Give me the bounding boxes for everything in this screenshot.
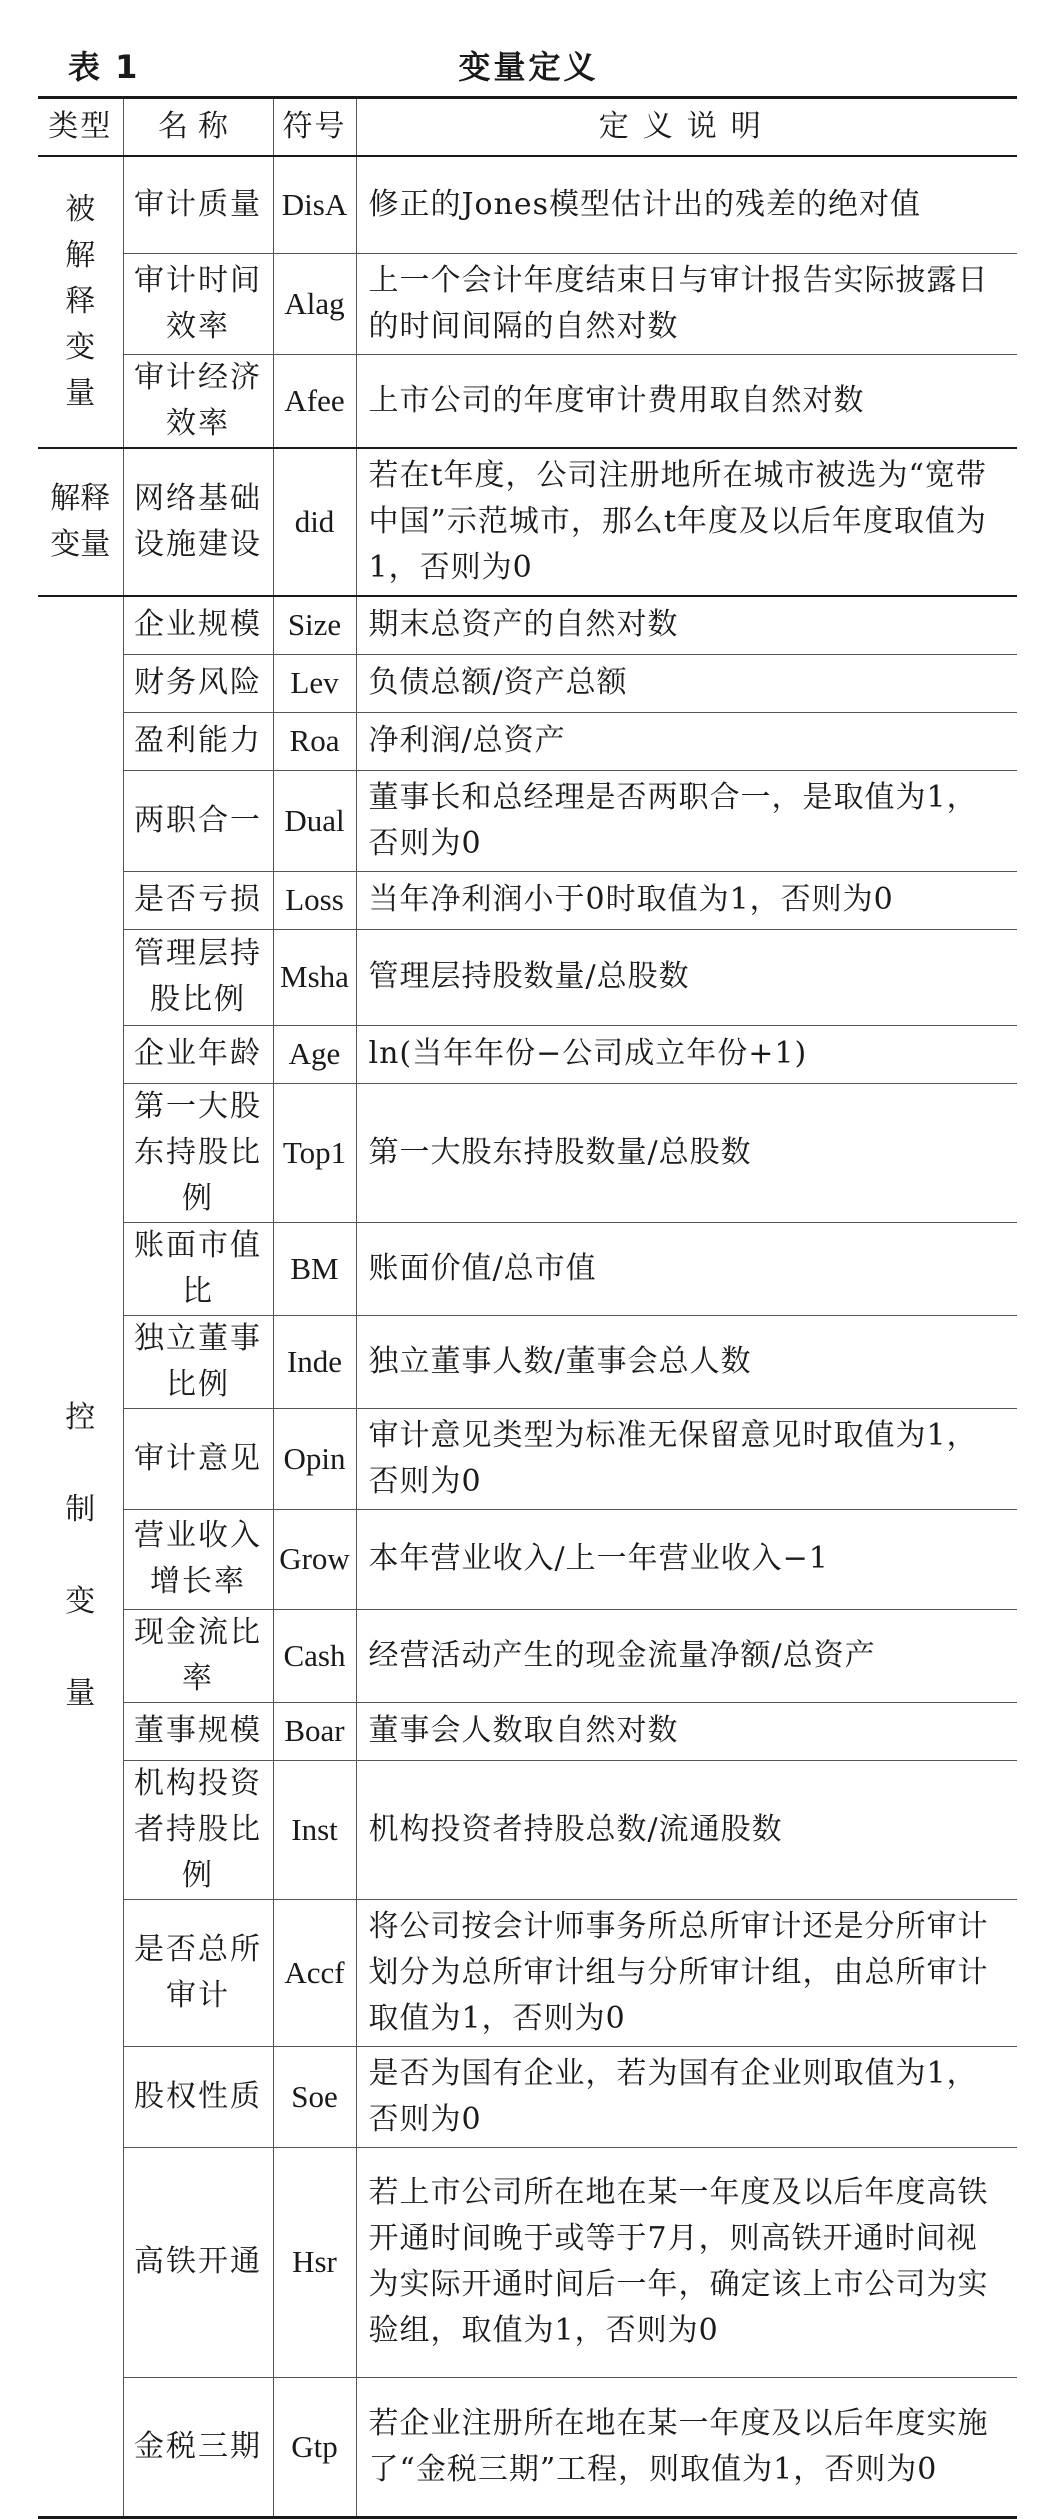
table-row (38, 654, 1017, 712)
row-definition: 净利润/总资产 (368, 723, 566, 758)
row-symbol: BM (273, 1222, 356, 1315)
row-symbol: DisA (273, 156, 356, 254)
table-row (38, 254, 1017, 355)
row-symbol: Soe (273, 2046, 356, 2147)
row-symbol: Gtp (273, 2377, 356, 2517)
row-name: 审计质量 (123, 156, 273, 254)
table-row (38, 770, 1017, 871)
row-symbol: Msha (273, 929, 356, 1025)
table-row (38, 1315, 1017, 1408)
table-row (38, 1760, 1017, 1899)
row-symbol: did (273, 448, 356, 596)
row-name: 盈利能力 (123, 712, 273, 770)
row-symbol: Cash (273, 1609, 356, 1702)
row-name: 管理层持股比例 (123, 929, 273, 1025)
group-explanatory: 解释变量 (38, 448, 123, 596)
table-row (38, 1609, 1017, 1702)
row-symbol: Roa (273, 712, 356, 770)
group-explained: 被解释变量 (38, 156, 123, 449)
row-name: 现金流比率 (123, 1609, 273, 1702)
row-definition: 审计意见类型为标准无保留意见时取值为1，否则为0 (368, 1417, 978, 1499)
row-name: 财务风险 (123, 654, 273, 712)
row-name: 审计意见 (123, 1408, 273, 1509)
header-type: 类型 (38, 98, 123, 156)
row-name: 是否亏损 (123, 871, 273, 929)
table-row (38, 2377, 1017, 2517)
row-name: 企业年龄 (123, 1025, 273, 1083)
row-name: 营业收入增长率 (123, 1509, 273, 1609)
row-name: 第一大股东持股比例 (123, 1083, 273, 1222)
row-symbol: Loss (273, 871, 356, 929)
row-definition: 修正的Jones模型估计出的残差的绝对值 (368, 186, 922, 222)
group-control: 控制变量 (38, 596, 123, 2517)
variable-definition-table (38, 96, 1017, 2519)
row-symbol: Inde (273, 1315, 356, 1408)
row-definition: 账面价值/总市值 (368, 1250, 597, 1286)
table-row (38, 448, 1017, 596)
row-definition: 董事长和总经理是否两职合一，是取值为1，否则为0 (368, 779, 978, 861)
row-definition: 机构投资者持股总数/流通股数 (368, 1811, 783, 1847)
row-name: 两职合一 (123, 770, 273, 871)
table-row (38, 1702, 1017, 1760)
header-symbol: 符号 (273, 98, 356, 156)
row-symbol: Opin (273, 1408, 356, 1509)
row-symbol: Accf (273, 1899, 356, 2046)
table-row (38, 156, 1017, 254)
row-symbol: Boar (273, 1702, 356, 1760)
row-definition: 若上市公司所在地在某一年度及以后年度高铁开通时间晚于或等于7月，则高铁开通时间视为实际开通时间后一年，确定该上市公司为实验组，取值为1，否则为0 (368, 2175, 989, 2348)
row-definition: 第一大股东持股数量/总股数 (368, 1134, 752, 1170)
row-symbol: Lev (273, 654, 356, 712)
row-name: 企业规模 (123, 596, 273, 654)
row-definition: 期末总资产的自然对数 (368, 607, 679, 643)
row-definition: 负债总额/资产总额 (368, 665, 628, 700)
table-row (38, 929, 1017, 1025)
table-row (38, 1083, 1017, 1222)
row-name: 董事规模 (123, 1702, 273, 1760)
row-name: 审计经济效率 (123, 355, 273, 449)
table-number: 表 1 (68, 48, 140, 86)
row-symbol: Top1 (273, 1083, 356, 1222)
row-definition: ln(当年年份−公司成立年份+1) (368, 1036, 808, 1071)
row-name: 网络基础设施建设 (123, 448, 273, 596)
row-symbol: Age (273, 1025, 356, 1083)
row-symbol: Dual (273, 770, 356, 871)
row-name: 股权性质 (123, 2046, 273, 2147)
row-definition: 独立董事人数/董事会总人数 (368, 1343, 752, 1379)
row-name: 独立董事比例 (123, 1315, 273, 1408)
row-definition: 当年净利润小于0时取值为1，否则为0 (368, 882, 894, 917)
row-name: 金税三期 (123, 2377, 273, 2517)
table-row (38, 355, 1017, 449)
row-symbol: Size (273, 596, 356, 654)
table-row (38, 596, 1017, 654)
table-row (38, 1025, 1017, 1083)
row-name: 是否总所审计 (123, 1899, 273, 2046)
row-definition: 若企业注册所在地在某一年度及以后年度实施了“金税三期”工程，则取值为1，否则为0 (368, 2405, 989, 2487)
row-definition: 将公司按会计师事务所总所审计还是分所审计划分为总所审计组与分所审计组，由总所审计取值为1，否则为0 (368, 1908, 989, 2036)
row-symbol: Inst (273, 1760, 356, 1899)
table-title: 变量定义 (458, 48, 599, 86)
table-row (38, 871, 1017, 929)
row-name: 账面市值比 (123, 1222, 273, 1315)
table-row (38, 2046, 1017, 2147)
table-row (38, 1899, 1017, 2046)
row-symbol: Alag (273, 254, 356, 355)
table-caption (0, 42, 1057, 92)
header-name: 名称 (123, 98, 273, 156)
table-row (38, 1509, 1017, 1609)
table-body (38, 156, 1017, 2518)
row-symbol: Afee (273, 355, 356, 449)
table-row (38, 2147, 1017, 2377)
row-definition: 上一个会计年度结束日与审计报告实际披露日的时间间隔的自然对数 (368, 263, 989, 344)
row-definition: 经营活动产生的现金流量净额/总资产 (368, 1637, 876, 1673)
row-name: 机构投资者持股比例 (123, 1760, 273, 1899)
row-symbol: Grow (273, 1509, 356, 1609)
row-definition: 若在t年度，公司注册地所在城市被选为“宽带中国”示范城市，那么t年度及以后年度取值为1，否则为0 (368, 458, 987, 585)
header-definition: 定义说明 (598, 108, 775, 144)
header-row (38, 98, 1017, 156)
row-definition: 本年营业收入/上一年营业收入−1 (368, 1541, 829, 1576)
row-definition: 是否为国有企业，若为国有企业则取值为1，否则为0 (368, 2055, 978, 2137)
table-row (38, 712, 1017, 770)
row-name: 高铁开通 (123, 2147, 273, 2377)
row-definition: 管理层持股数量/总股数 (368, 959, 690, 994)
row-definition: 上市公司的年度审计费用取自然对数 (368, 383, 865, 418)
table-row (38, 1408, 1017, 1509)
row-definition: 董事会人数取自然对数 (368, 1713, 679, 1748)
row-name: 审计时间效率 (123, 254, 273, 355)
row-symbol: Hsr (273, 2147, 356, 2377)
table-row (38, 1222, 1017, 1315)
